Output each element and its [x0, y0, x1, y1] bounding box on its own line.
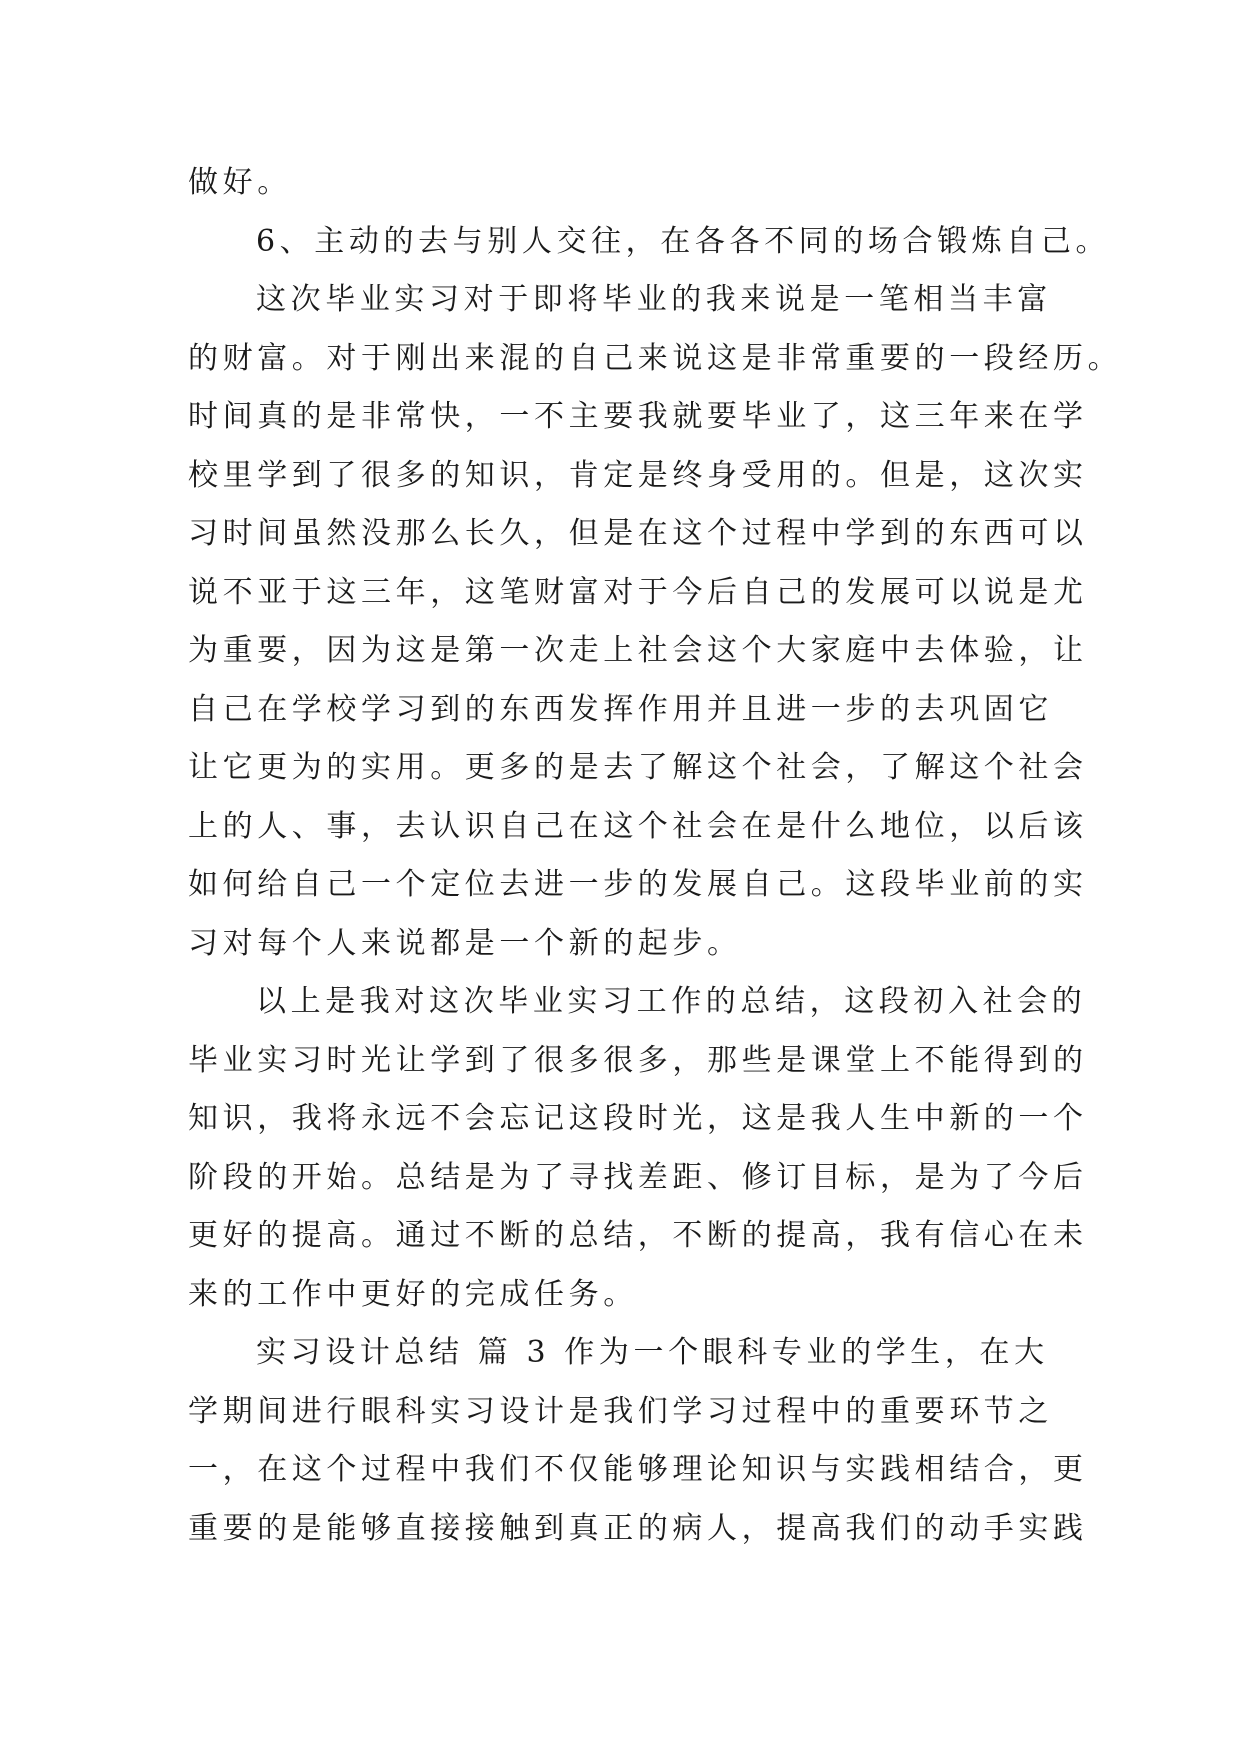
text-line: 以上是我对这次毕业实习工作的总结，这段初入社会的: [256, 984, 1087, 1019]
text-line: 的财富。对于刚出来混的自己来说这是非常重要的一段经历。: [188, 340, 1123, 376]
text-line: 一，在这个过程中我们不仅能够理论知识与实践相结合，更: [188, 1452, 1088, 1487]
text-line: 时间真的是非常快，一不主要我就要毕业了，这三年来在学: [188, 399, 1088, 434]
text-line: 更好的提高。通过不断的总结，不断的提高，我有信心在未: [188, 1218, 1088, 1253]
text-line: 阶段的开始。总结是为了寻找差距、修订目标，是为了今后: [188, 1159, 1088, 1195]
text-line: 习时间虽然没那么长久，但是在这个过程中学到的东西可以: [188, 516, 1088, 551]
text-line: 习对每个人来说都是一个新的起步。: [188, 925, 742, 961]
text-line: 6、主动的去与别人交往，在各各不同的场合锻炼自己。: [256, 223, 1111, 259]
text-line: 这次毕业实习对于即将毕业的我来说是一笔相当丰富: [256, 282, 1052, 317]
text-line: 校里学到了很多的知识，肯定是终身受用的。但是，这次实: [188, 457, 1088, 493]
text-line: 知识，我将永远不会忘记这段时光，这是我人生中新的一个: [188, 1101, 1088, 1136]
document-body: [188, 154, 1123, 1558]
text-line: 自己在学校学习到的东西发挥作用并且进一步的去巩固它: [188, 691, 1053, 727]
text-line: 让它更为的实用。更多的是去了解这个社会，了解这个社会: [188, 750, 1088, 785]
text-line: 说不亚于这三年，这笔财富对于今后自己的发展可以说是尤: [188, 574, 1088, 610]
text-line: 上的人、事，去认识自己在这个社会在是什么地位，以后该: [188, 808, 1088, 844]
text-line: 学期间进行眼科实习设计是我们学习过程中的重要环节之: [188, 1393, 1053, 1429]
text-line: 实习设计总结 篇 3 作为一个眼科专业的学生，在大: [256, 1335, 1049, 1370]
text-line: 重要的是能够直接接触到真正的病人，提高我们的动手实践: [188, 1510, 1088, 1546]
text-line: 如何给自己一个定位去进一步的发展自己。这段毕业前的实: [188, 867, 1088, 902]
text-line: 为重要，因为这是第一次走上社会这个大家庭中去体验，让: [188, 633, 1088, 668]
text-line: 做好。: [188, 165, 292, 200]
text-line: 来的工作中更好的完成任务。: [188, 1276, 638, 1312]
text-line: 毕业实习时光让学到了很多很多，那些是课堂上不能得到的: [188, 1042, 1088, 1078]
